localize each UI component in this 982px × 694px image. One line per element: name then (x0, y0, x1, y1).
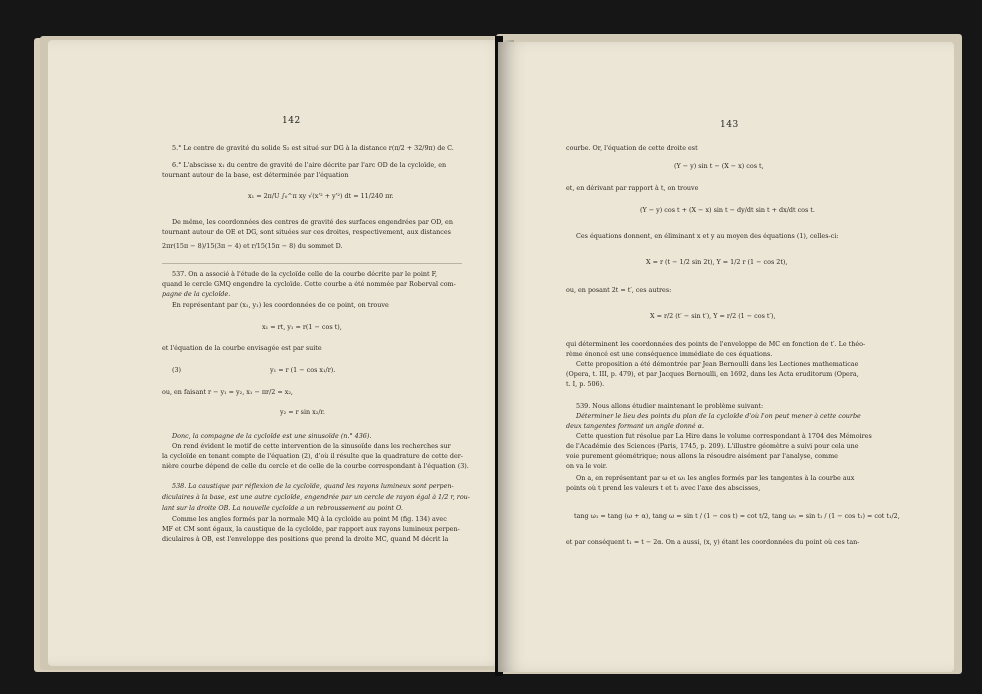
text-line: quand le cercle GMQ engendre la cycloïde. Cette courbe a été nommée par Roberval com- (162, 280, 456, 288)
text-line: on va le voir. (566, 462, 608, 470)
open-book (28, 34, 964, 674)
text-line: On rend évident le motif de cette intervention de la sinusoïde dans les recherches sur (172, 442, 451, 450)
text-line: pagne de la cycloïde. (162, 290, 231, 298)
text-line: MF et CM sont égaux, la caustique de la cycloïde, par rapport aux rayons lumineux perpen- (162, 525, 460, 533)
equation: x₁ = rt, y₁ = r(1 − cos t), (262, 323, 342, 331)
text-line: Cette question fut résolue par La Hire dans le volume correspondant à 1704 des Mémoires (576, 432, 872, 440)
section-538: 538. La caustique par réflexion de la cycloïde, quand les rayons lumineux sont perpen- (172, 482, 454, 490)
text-line: Ces équations donnent, en éliminant x et y au moyen des équations (1), celles-ci: (576, 232, 839, 240)
text-line: diculaires à la base, est une autre cycloïde, engendrée par un cercle de rayon égal à 1/2 r, rou- (162, 493, 470, 501)
equation: tang ω₁ = tang (ω + α), tang ω = sin t / (1 − cos t) = cot t/2, tang ω₁ = sin t₁ / (1 − cos t₁) = cot t₁/2, (574, 512, 900, 520)
text-line: Cette proposition a été démontrée par Jean Bernoulli dans les Lectiones mathematicae (576, 360, 859, 368)
text-line: De même, les coordonnées des centres de gravité des surfaces engendrées par OD, en (172, 218, 453, 226)
text-line: 5.° Le centre de gravité du solide S₂ est situé sur DG à la distance r(π/2 + 32/9π) de C. (172, 144, 454, 152)
text-line: courbe. Or, l'équation de cette droite est (566, 144, 698, 152)
text-line: En représentant par (x₁, y₁) les coordonnées de ce point, on trouve (172, 301, 389, 309)
equation: x₁ = 2π/U ∫₀^π xy √(x'² + y'²) dt = 11/240 πr. (248, 192, 394, 200)
section-539: 539. Nous allons étudier maintenant le problème suivant: (576, 402, 764, 410)
text-line: la cycloïde en tenant compte de l'équation (2), d'où il résulte que la quadrature de cette der- (162, 452, 463, 460)
text-line: de l'Académie des Sciences (Paris, 1745, p. 209). L'illustre géomètre a suivi pour cela une (566, 442, 859, 450)
text-line: rème énoncé est une conséquence immédiate de ces équations. (566, 350, 773, 358)
text-line: ou, en faisant r − y₁ = y₂, x₁ − πr/2 = x₂, (162, 388, 293, 396)
text-line: 2πr(15π − 8)/15(3π − 4) et r/15(15π − 8) du sommet D. (162, 242, 343, 250)
equation: (Y − y) cos t + (X − x) sin t − dy/dt sin t + dx/dt cos t. (640, 206, 815, 214)
equation: X = r/2 (t′ − sin t′), Y = r/2 (1 − cos t′), (650, 312, 776, 320)
left-page (48, 40, 514, 666)
text-line: lant sur la droite OB. La nouvelle cycloïde a un rebroussement au point O. (162, 504, 403, 512)
right-page (498, 42, 954, 672)
text-line: Déterminer le lieu des points du plan de la cycloïde d'où l'on peut mener à cette courbe (576, 412, 861, 420)
page-number: 142 (282, 116, 301, 126)
equation: X = r (t − 1/2 sin 2t), Y = 1/2 r (1 − cos 2t), (646, 258, 788, 266)
text-line: et par conséquent t₁ = t − 2α. On a aussi, (x, y) étant les coordonnées du point où ces tan- (566, 538, 860, 546)
text-line: (Opera, t. III, p. 479), et par Jacques Bernoulli, en 1692, dans les Acta eruditorum (Opera, (566, 370, 859, 378)
text-line: nière courbe dépend de celle du cercle et de celle de la courbe correspondant à l'équation (3). (162, 462, 469, 470)
equation: y₂ = r sin x₂/r. (280, 408, 325, 416)
text-line: ou, en posant 2t = t′, ces autres: (566, 286, 672, 294)
text-line: points où t prend les valeurs t et t₁ avec l'axe des abscisses, (566, 484, 761, 492)
text-line: Donc, la compagne de la cycloïde est une sinusoïde (n.° 436). (172, 432, 372, 440)
section-537: 537. On a associé à l'étude de la cycloïde celle de la courbe décrite par le point F, (172, 270, 438, 278)
equation: y₁ = r (1 − cos x₁/r). (270, 366, 336, 374)
equation-label: (3) (172, 366, 182, 374)
text-line: tournant autour de la base, est déterminée par l'équation (162, 171, 349, 179)
text-line: qui déterminent les coordonnées des points de l'enveloppe de MC en fonction de t′. Le théo- (566, 340, 866, 348)
text-line: On a, en représentant par ω et ω₁ les angles formés par les tangentes à la courbe aux (576, 474, 855, 482)
text-line: voie purement géométrique; nous allons la résoudre aisément par l'analyse, comme (566, 452, 838, 460)
text-line: 6.° L'abscisse x₁ du centre de gravité de l'aire décrite par l'arc OD de la cycloïde, en (172, 161, 447, 169)
page-number: 143 (720, 120, 739, 130)
text-line: et, en dérivant par rapport à t, on trouve (566, 184, 699, 192)
text-line: tournant autour de OE et DG, sont situées sur ces droites, respectivement, aux distances (162, 228, 451, 236)
text-line: Comme les angles formés par la normale MQ à la cycloïde au point M (fig. 134) avec (172, 515, 447, 523)
text-line: deux tangentes formant un angle donné α. (566, 422, 705, 430)
divider (162, 263, 462, 264)
text-line: diculaires à OB, est l'enveloppe des positions que prend la droite MC, quand M décrit la (162, 535, 449, 543)
equation: (Y − y) sin t − (X − x) cos t, (674, 162, 764, 170)
text-line: t. I, p. 506). (566, 380, 605, 388)
text-line: et l'équation de la courbe envisagée est par suite (162, 344, 322, 352)
